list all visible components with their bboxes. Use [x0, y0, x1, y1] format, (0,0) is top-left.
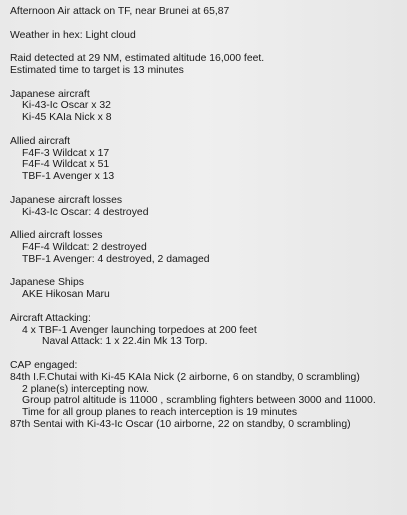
- spacer: [10, 18, 402, 30]
- allied-losses-item: TBF-1 Avenger: 4 destroyed, 2 damaged: [22, 253, 210, 265]
- japanese-aircraft-item: Ki-45 KAIa Nick x 8: [22, 112, 112, 124]
- allied-losses-heading: Allied aircraft losses: [10, 230, 103, 242]
- combat-report: [10, 6, 402, 431]
- allied-losses-item: F4F-4 Wildcat: 2 destroyed: [22, 241, 147, 253]
- japanese-aircraft-item: Ki-43-Ic Oscar x 32: [22, 100, 111, 112]
- allied-aircraft-item: F4F-3 Wildcat x 17: [22, 147, 110, 159]
- cap-patrol-line: Group patrol altitude is 11000 , scrambling fighters between 3000 and 11000.: [22, 395, 376, 407]
- japanese-losses-item: Ki-43-Ic Oscar: 4 destroyed: [22, 206, 149, 218]
- aircraft-attacking-heading: Aircraft Attacking:: [10, 312, 91, 324]
- cap-time-line: Time for all group planes to reach interception is 19 minutes: [22, 407, 298, 419]
- japanese-ship-item: AKE Hikosan Maru: [22, 289, 110, 301]
- report-title: Afternoon Air attack on TF, near Brunei at 65,87: [10, 6, 230, 17]
- attack-line: 4 x TBF-1 Avenger launching torpedoes at 200 feet: [22, 324, 257, 336]
- spacer: [10, 348, 402, 360]
- time-to-target-line: Estimated time to target is 13 minutes: [10, 64, 184, 76]
- weather-line: Weather in hex: Light cloud: [10, 29, 136, 41]
- cap-unit-line: 87th Sentai with Ki-43-Ic Oscar (10 airborne, 22 on standby, 0 scrambling): [10, 418, 351, 430]
- japanese-ships-heading: Japanese Ships: [10, 277, 84, 289]
- cap-heading: CAP engaged:: [10, 359, 78, 371]
- japanese-aircraft-heading: Japanese aircraft: [10, 88, 90, 100]
- spacer: [10, 77, 402, 89]
- cap-intercepting-line: 2 plane(s) intercepting now.: [22, 383, 150, 395]
- spacer: [10, 301, 402, 313]
- raid-detected-line: Raid detected at 29 NM, estimated altitude 16,000 feet.: [10, 53, 265, 65]
- cap-unit-line: 84th I.F.Chutai with Ki-45 KAIa Nick (2 airborne, 6 on standby, 0 scrambling): [10, 371, 360, 383]
- naval-attack-line: Naval Attack: 1 x 22.4in Mk 13 Torp.: [42, 336, 208, 348]
- spacer: [10, 266, 402, 278]
- allied-aircraft-item: F4F-4 Wildcat x 51: [22, 159, 110, 171]
- spacer: [10, 41, 402, 53]
- spacer: [10, 218, 402, 230]
- spacer: [10, 124, 402, 136]
- allied-aircraft-heading: Allied aircraft: [10, 135, 71, 147]
- japanese-losses-heading: Japanese aircraft losses: [10, 194, 123, 206]
- spacer: [10, 183, 402, 195]
- allied-aircraft-item: TBF-1 Avenger x 13: [22, 171, 115, 183]
